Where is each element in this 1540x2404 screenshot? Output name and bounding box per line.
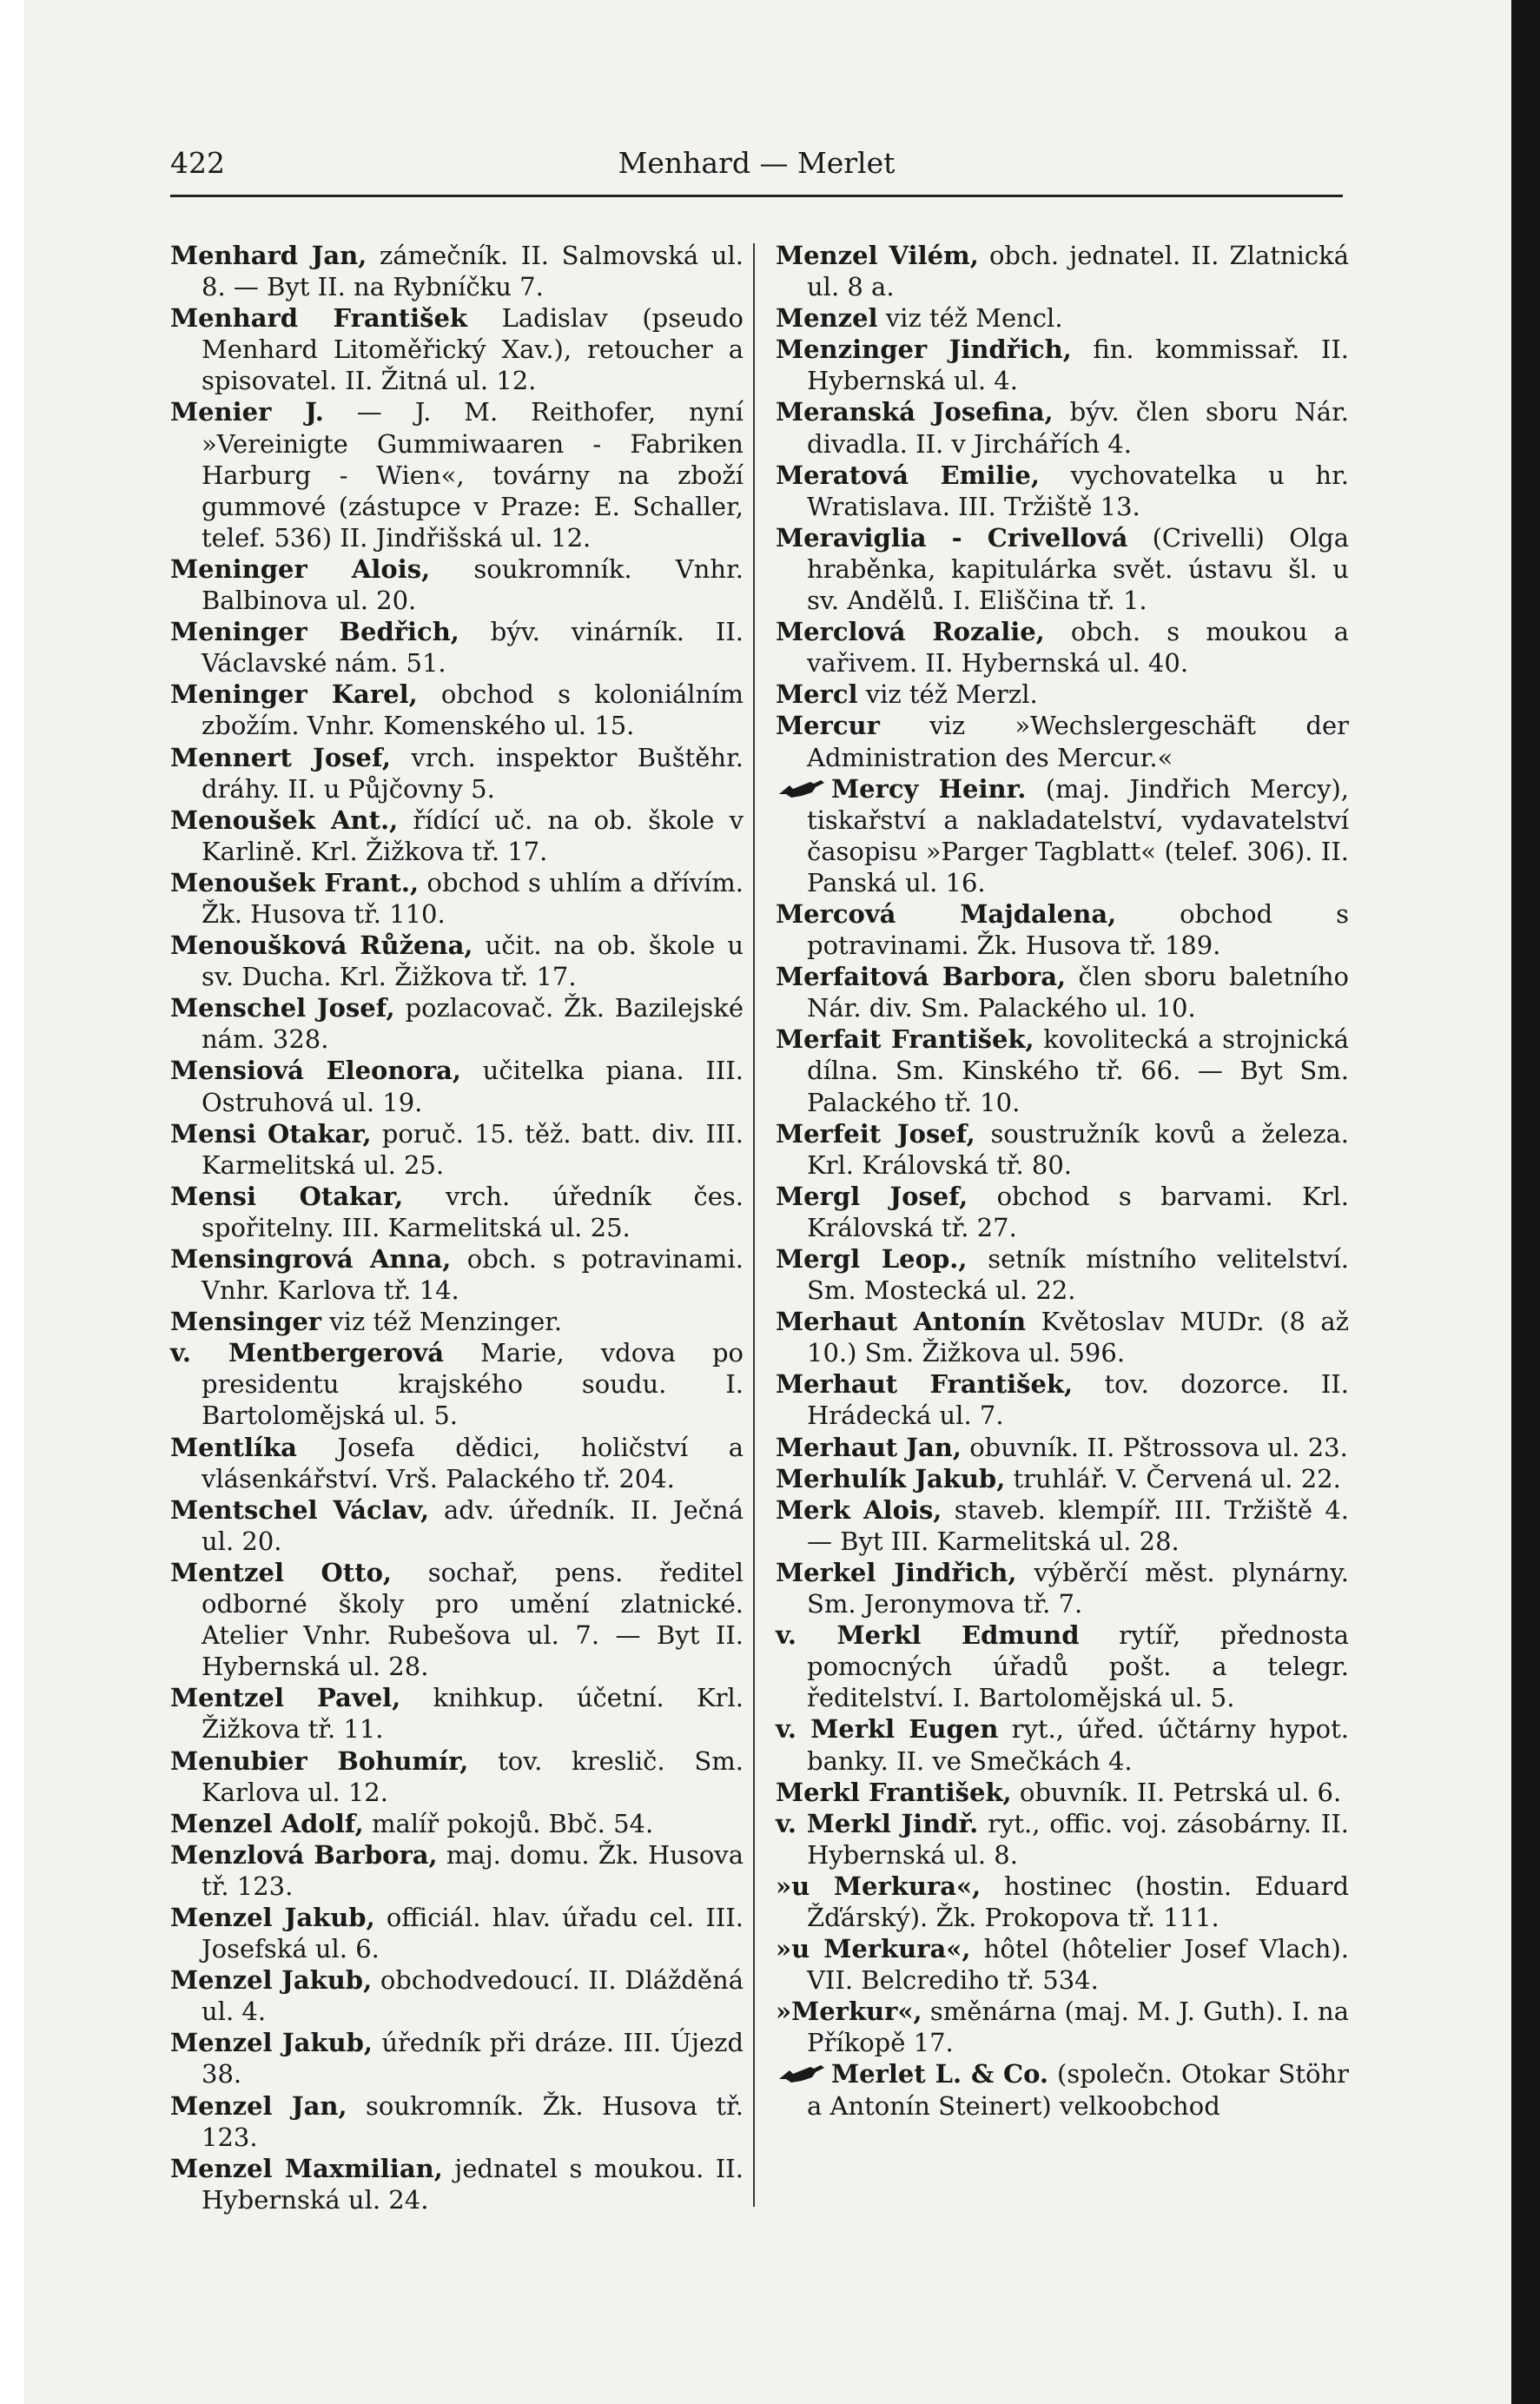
entry-details: soukromník. Žk. Husova tř. 123.	[202, 2090, 744, 2152]
entry-details: býv. člen sboru Nár. divadla. II. v Jirchářích 4.	[807, 397, 1349, 459]
directory-entry	[776, 1181, 1349, 1243]
directory-entry	[776, 1368, 1349, 1431]
entry-name: Mensingrová Anna,	[170, 1244, 452, 1274]
entry-details: tov. kreslič. Sm. Karlova ul. 12.	[202, 1745, 744, 1807]
entry-details: obuvník. II. Pštrossova ul. 23.	[961, 1432, 1348, 1462]
entry-details: rytíř, přednosta pomocných úřadů pošt. a telegr. ředitelství. I. Bartolomějská ul. 5.	[807, 1620, 1349, 1713]
directory-entry	[776, 1463, 1349, 1494]
entry-name: Mentlíka	[170, 1432, 297, 1462]
entry-name: Mercy Heinr.	[831, 773, 1027, 804]
directory-entry	[170, 1118, 744, 1181]
directory-entry	[170, 1494, 744, 1557]
entry-name: Merfaitová Barbora,	[776, 962, 1067, 992]
entry-details: člen sboru baletního Nár. div. Sm. Palackého ul. 10.	[807, 962, 1349, 1023]
entry-details: malíř pokojů. Bbč. 54.	[363, 1808, 654, 1838]
left-column	[170, 240, 744, 2215]
entry-name: Menhard František	[170, 303, 468, 334]
entry-details: adv. úředník. II. Ječná ul. 20.	[202, 1494, 744, 1556]
entry-name: Meranská Josefina,	[776, 397, 1054, 427]
entry-name: Mercur	[776, 711, 880, 741]
entry-details: (Crivelli) Olga hraběnka, kapitulárka svět. ústavu šl. u sv. Andělů. I. Eliščina tř. 1.	[807, 522, 1349, 616]
directory-entry	[776, 710, 1349, 772]
directory-entry	[776, 1494, 1349, 1557]
directory-entry	[776, 334, 1349, 396]
directory-entry	[170, 742, 744, 805]
entry-name: Mennert Josef,	[170, 742, 391, 772]
entry-name: Menzel Jakub,	[170, 1902, 375, 1932]
directory-entry	[170, 616, 744, 679]
directory-entry	[776, 1023, 1349, 1117]
entry-details: — J. M. Reithofer, nyní »Vereinigte Gummiwaaren - Fabriken Harburg - Wien«, továrny na zboží gummové (zástupce v Praze: E. Schaller, telef. 536) II. Jindřišská ul. 12.	[202, 397, 744, 553]
directory-entry	[776, 1432, 1349, 1463]
entry-name: Merkel Jindřich,	[776, 1557, 1017, 1587]
entry-details: hôtel (hôtelier Josef Vlach). VII. Belcrediho tř. 534.	[807, 1934, 1349, 1996]
entry-name: Menzel Adolf,	[170, 1808, 364, 1838]
pointing-hand-icon	[776, 775, 828, 801]
entry-name: Mercl	[776, 679, 858, 710]
entry-details: soukromník. Vnhr. Balbinova ul. 20.	[202, 553, 744, 616]
entry-details: maj. domu. Žk. Husova tř. 123.	[202, 1839, 744, 1901]
entry-name: Mentschel Václav,	[170, 1494, 430, 1525]
directory-entry	[170, 1964, 744, 2027]
directory-entry	[776, 1619, 1349, 1713]
entry-details: obchod s koloniálním zbožím. Vnhr. Komenského ul. 15.	[202, 679, 744, 741]
entry-details: řídící uč. na ob. škole v Karlině. Krl. Žižkova tř. 17.	[202, 805, 744, 866]
entry-details: tov. dozorce. II. Hrádecká ul. 7.	[807, 1369, 1349, 1431]
entry-name: Menubier Bohumír,	[170, 1745, 469, 1776]
directory-entry	[170, 1902, 744, 1964]
entry-details: (maj. Jindřich Mercy), tiskařství a nakladatelství, vydavatelství časopisu »Parger Tagblatt« (telef. 306). II. Panská ul. 16.	[807, 773, 1349, 897]
entry-name: Merclová Rozalie,	[776, 617, 1045, 647]
entry-name: Meraviglia - Crivellová	[776, 522, 1128, 553]
entry-name: Merk Alois,	[776, 1494, 942, 1525]
directory-entry	[776, 1996, 1349, 2058]
directory-entry	[776, 1243, 1349, 1306]
entry-name: v. Merkl Jindř.	[776, 1808, 979, 1838]
directory-entry	[776, 2058, 1349, 2121]
page-header	[170, 146, 1343, 191]
entry-name: Mentzel Pavel,	[170, 1683, 401, 1713]
entry-name: Meninger Bedřich,	[170, 617, 459, 647]
entry-details: viz též Menzinger.	[321, 1307, 563, 1337]
directory-entry	[776, 1713, 1349, 1776]
directory-entry	[776, 1808, 1349, 1871]
directory-entry	[776, 240, 1349, 302]
directory-entry	[776, 1306, 1349, 1368]
directory-entry	[170, 1839, 744, 1902]
entry-name: Merhaut Antonín	[776, 1307, 1027, 1337]
directory-entry	[170, 1243, 744, 1306]
entry-details: výběrčí měst. plynárny. Sm. Jeronymova tř. 7.	[807, 1557, 1349, 1619]
entry-name: Mergl Leop.,	[776, 1244, 968, 1274]
entry-details: knihkup. účetní. Krl. Žižkova tř. 11.	[202, 1683, 744, 1745]
entry-details: obchod s barvami. Krl. Královská tř. 27.	[807, 1181, 1349, 1242]
entry-details: býv. vinárník. II. Václavské nám. 51.	[202, 617, 744, 679]
entry-name: Meninger Alois,	[170, 553, 431, 584]
entry-details: sochař, pens. ředitel odborné školy pro umění zlatnické. Atelier Vnhr. Rubešova ul. 7. — Byt II. Hybernská ul. 28.	[202, 1557, 744, 1682]
entry-name: Meratová Emilie,	[776, 460, 1040, 490]
directory-entry	[170, 2153, 744, 2215]
entry-name: Menzel Maxmilian,	[170, 2153, 443, 2183]
entry-name: Mergl Josef,	[776, 1181, 968, 1211]
entry-name: Mentzel Otto,	[170, 1557, 393, 1587]
entry-details: staveb. klempíř. III. Tržiště 4. — Byt III. Karmelitská ul. 28.	[807, 1494, 1349, 1556]
running-title: Menhard — Merlet	[618, 146, 896, 180]
directory-entry	[170, 2027, 744, 2089]
directory-entry	[776, 302, 1349, 334]
directory-entry	[170, 1337, 744, 1431]
entry-name: Merkl František,	[776, 1777, 1012, 1807]
entry-name: »Merkur«,	[776, 1997, 922, 2027]
entry-name: Mercová Majdalena,	[776, 898, 1117, 929]
directory-entry	[170, 1808, 744, 1839]
entry-name: Menzel Vilém,	[776, 241, 979, 270]
directory-entry	[170, 302, 744, 396]
directory-entry	[170, 553, 744, 616]
entry-details: soustružník kovů a železa. Krl. Královská tř. 80.	[807, 1118, 1349, 1180]
entry-name: Menzel Jakub,	[170, 2028, 373, 2058]
book-spine	[1511, 0, 1540, 2404]
entry-details: pozlacovač. Žk. Bazilejské nám. 328.	[202, 993, 744, 1055]
directory-entry	[170, 679, 744, 741]
right-column	[776, 240, 1349, 2122]
directory-entry	[170, 1306, 744, 1337]
directory-entry	[170, 1181, 744, 1243]
entry-details: obchod s potravinami. Žk. Husova tř. 189.	[807, 898, 1349, 961]
entry-details: vrch. úředník čes. spořitelny. III. Karmelitská ul. 25.	[202, 1181, 744, 1242]
entry-details: fin. kommissař. II. Hybernská ul. 4.	[807, 334, 1349, 396]
entry-details: učitelka piana. III. Ostruhová ul. 19.	[202, 1056, 744, 1117]
entry-details: Marie, vdova po presidentu krajského soudu. I. Bartolomějská ul. 5.	[202, 1338, 744, 1431]
entry-name: Menoušková Růžena,	[170, 930, 473, 961]
entry-details: jednatel s moukou. II. Hybernská ul. 24.	[202, 2153, 744, 2215]
entry-details: viz též Merzl.	[857, 679, 1038, 710]
directory-entry	[170, 1682, 744, 1745]
entry-name: Menzlová Barbora,	[170, 1839, 438, 1870]
entry-name: Meninger Karel,	[170, 679, 418, 710]
entry-name: »u Merkura«,	[776, 1871, 982, 1901]
directory-entry	[776, 898, 1349, 961]
entry-name: Menschel Josef,	[170, 993, 395, 1023]
directory-entry	[170, 867, 744, 930]
directory-entry	[170, 930, 744, 992]
directory-entry	[170, 1557, 744, 1682]
entry-name: v. Mentbergerová	[170, 1338, 445, 1368]
directory-entry	[776, 773, 1349, 898]
entry-name: Menzinger Jindřich,	[776, 334, 1072, 365]
entry-name: Merfeit Josef,	[776, 1118, 975, 1149]
entry-name: Menzel	[776, 303, 878, 334]
entry-name: Merhaut František,	[776, 1369, 1074, 1400]
entry-details: směnárna (maj. M. J. Guth). I. na Příkopě 17.	[807, 1997, 1349, 2058]
entry-details: obch. s potravinami. Vnhr. Karlova tř. 14.	[202, 1244, 744, 1306]
entry-details: ryt., offic. voj. zásobárny. II. Hybernská ul. 8.	[807, 1808, 1349, 1870]
entry-name: Mensiová Eleonora,	[170, 1056, 461, 1086]
entry-details: obch. jednatel. II. Zlatnická ul. 8 a.	[807, 241, 1349, 302]
entry-details: úředník při dráze. III. Újezd 38.	[202, 2028, 744, 2089]
entry-details: Josefa dědici, holičství a vlásenkářství. Vrš. Palackého tř. 204.	[202, 1432, 744, 1493]
entry-details: truhlář. V. Červená ul. 22.	[1005, 1463, 1341, 1493]
entry-details: vychovatelka u hr. Wratislava. III. Tržiště 13.	[807, 460, 1349, 521]
entry-details: officiál. hlav. úřadu cel. III. Josefská ul. 6.	[202, 1902, 744, 1964]
entry-name: Merhulík Jakub,	[776, 1463, 1006, 1493]
entry-name: v. Merkl Eugen	[776, 1714, 999, 1745]
directory-entry	[776, 1777, 1349, 1808]
entry-details: Ladislav (pseudo Menhard Litoměřický Xav.), retoucher a spisovatel. II. Žitná ul. 12.	[202, 303, 744, 396]
entry-name: Merfait František,	[776, 1024, 1034, 1055]
directory-entry	[170, 396, 744, 553]
directory-entry	[776, 1557, 1349, 1619]
entry-details: hostinec (hostin. Eduard Žďárský). Žk. Prokopova tř. 111.	[807, 1871, 1350, 1932]
entry-name: v. Merkl Edmund	[776, 1620, 1080, 1651]
column-divider	[753, 243, 755, 2207]
entry-details: Květoslav MUDr. (8 až 10.) Sm. Žižkova ul. 596.	[807, 1307, 1349, 1368]
entry-details: obch. s moukou a vařivem. II. Hybernská ul. 40.	[807, 617, 1349, 679]
entry-name: »u Merkura«,	[776, 1934, 971, 1964]
page-number: 422	[170, 146, 225, 180]
directory-entry	[170, 1055, 744, 1117]
directory-entry	[170, 1432, 744, 1494]
entry-details: (společn. Otokar Stöhr a Antonín Steinert) velkoobchod	[807, 2059, 1349, 2121]
entry-details: viz též Mencl.	[877, 303, 1063, 334]
entry-details: zámečník. II. Salmovská ul. 8. — Byt II. na Rybníčku 7.	[202, 241, 744, 302]
entry-details: setník místního velitelství. Sm. Mostecká ul. 22.	[807, 1244, 1349, 1306]
entry-name: Mensinger	[170, 1307, 322, 1337]
entry-details: vrch. inspektor Buštěhr. dráhy. II. u Půjčovny 5.	[202, 742, 744, 804]
directory-entry	[776, 1933, 1349, 1996]
entry-name: Menier J.	[170, 397, 324, 427]
directory-entry	[170, 992, 744, 1055]
directory-entry	[776, 1118, 1349, 1181]
entry-name: Menhard Jan,	[170, 241, 367, 270]
entry-details: viz »Wechslergeschäft der Administration des Mercur.«	[807, 711, 1349, 772]
entry-name: Mensi Otakar,	[170, 1181, 404, 1211]
entry-name: Mensi Otakar,	[170, 1118, 372, 1149]
directory-entry	[776, 1871, 1349, 1933]
directory-entry	[170, 805, 744, 867]
entry-name: Merlet L. & Co.	[831, 2059, 1049, 2089]
entry-name: Menoušek Ant.,	[170, 805, 399, 835]
entry-details: kovolitecká a strojnická dílna. Sm. Kinského tř. 66. — Byt Sm. Palackého tř. 10.	[807, 1024, 1350, 1117]
entry-name: Menzel Jakub,	[170, 1965, 373, 1996]
directory-entry	[170, 2090, 744, 2153]
entry-name: Menzel Jan,	[170, 2090, 347, 2121]
entry-details: poruč. 15. těž. batt. div. III. Karmelitská ul. 25.	[202, 1118, 744, 1180]
entry-name: Merhaut Jan,	[776, 1432, 962, 1462]
directory-entry	[170, 240, 744, 302]
entry-details: učit. na ob. škole u sv. Ducha. Krl. Žižkova tř. 17.	[202, 930, 744, 992]
entry-details: obuvník. II. Petrská ul. 6.	[1011, 1777, 1342, 1807]
directory-entry	[776, 396, 1349, 459]
header-rule	[170, 195, 1343, 197]
directory-entry	[776, 460, 1349, 522]
entry-details: obchodvedoucí. II. Dlážděná ul. 4.	[202, 1965, 744, 2027]
entry-details: ryt., úřed. účtárny hypot. banky. II. ve Smečkách 4.	[807, 1714, 1349, 1776]
directory-entry	[776, 961, 1349, 1023]
directory-entry	[776, 679, 1349, 710]
entry-details: obchod s uhlím a dřívím. Žk. Husova tř. 110.	[202, 867, 744, 929]
directory-entry	[776, 522, 1349, 616]
pointing-hand-icon	[776, 2060, 828, 2086]
directory-entry	[170, 1745, 744, 1808]
directory-entry	[776, 616, 1349, 679]
entry-name: Menoušek Frant.,	[170, 867, 420, 897]
